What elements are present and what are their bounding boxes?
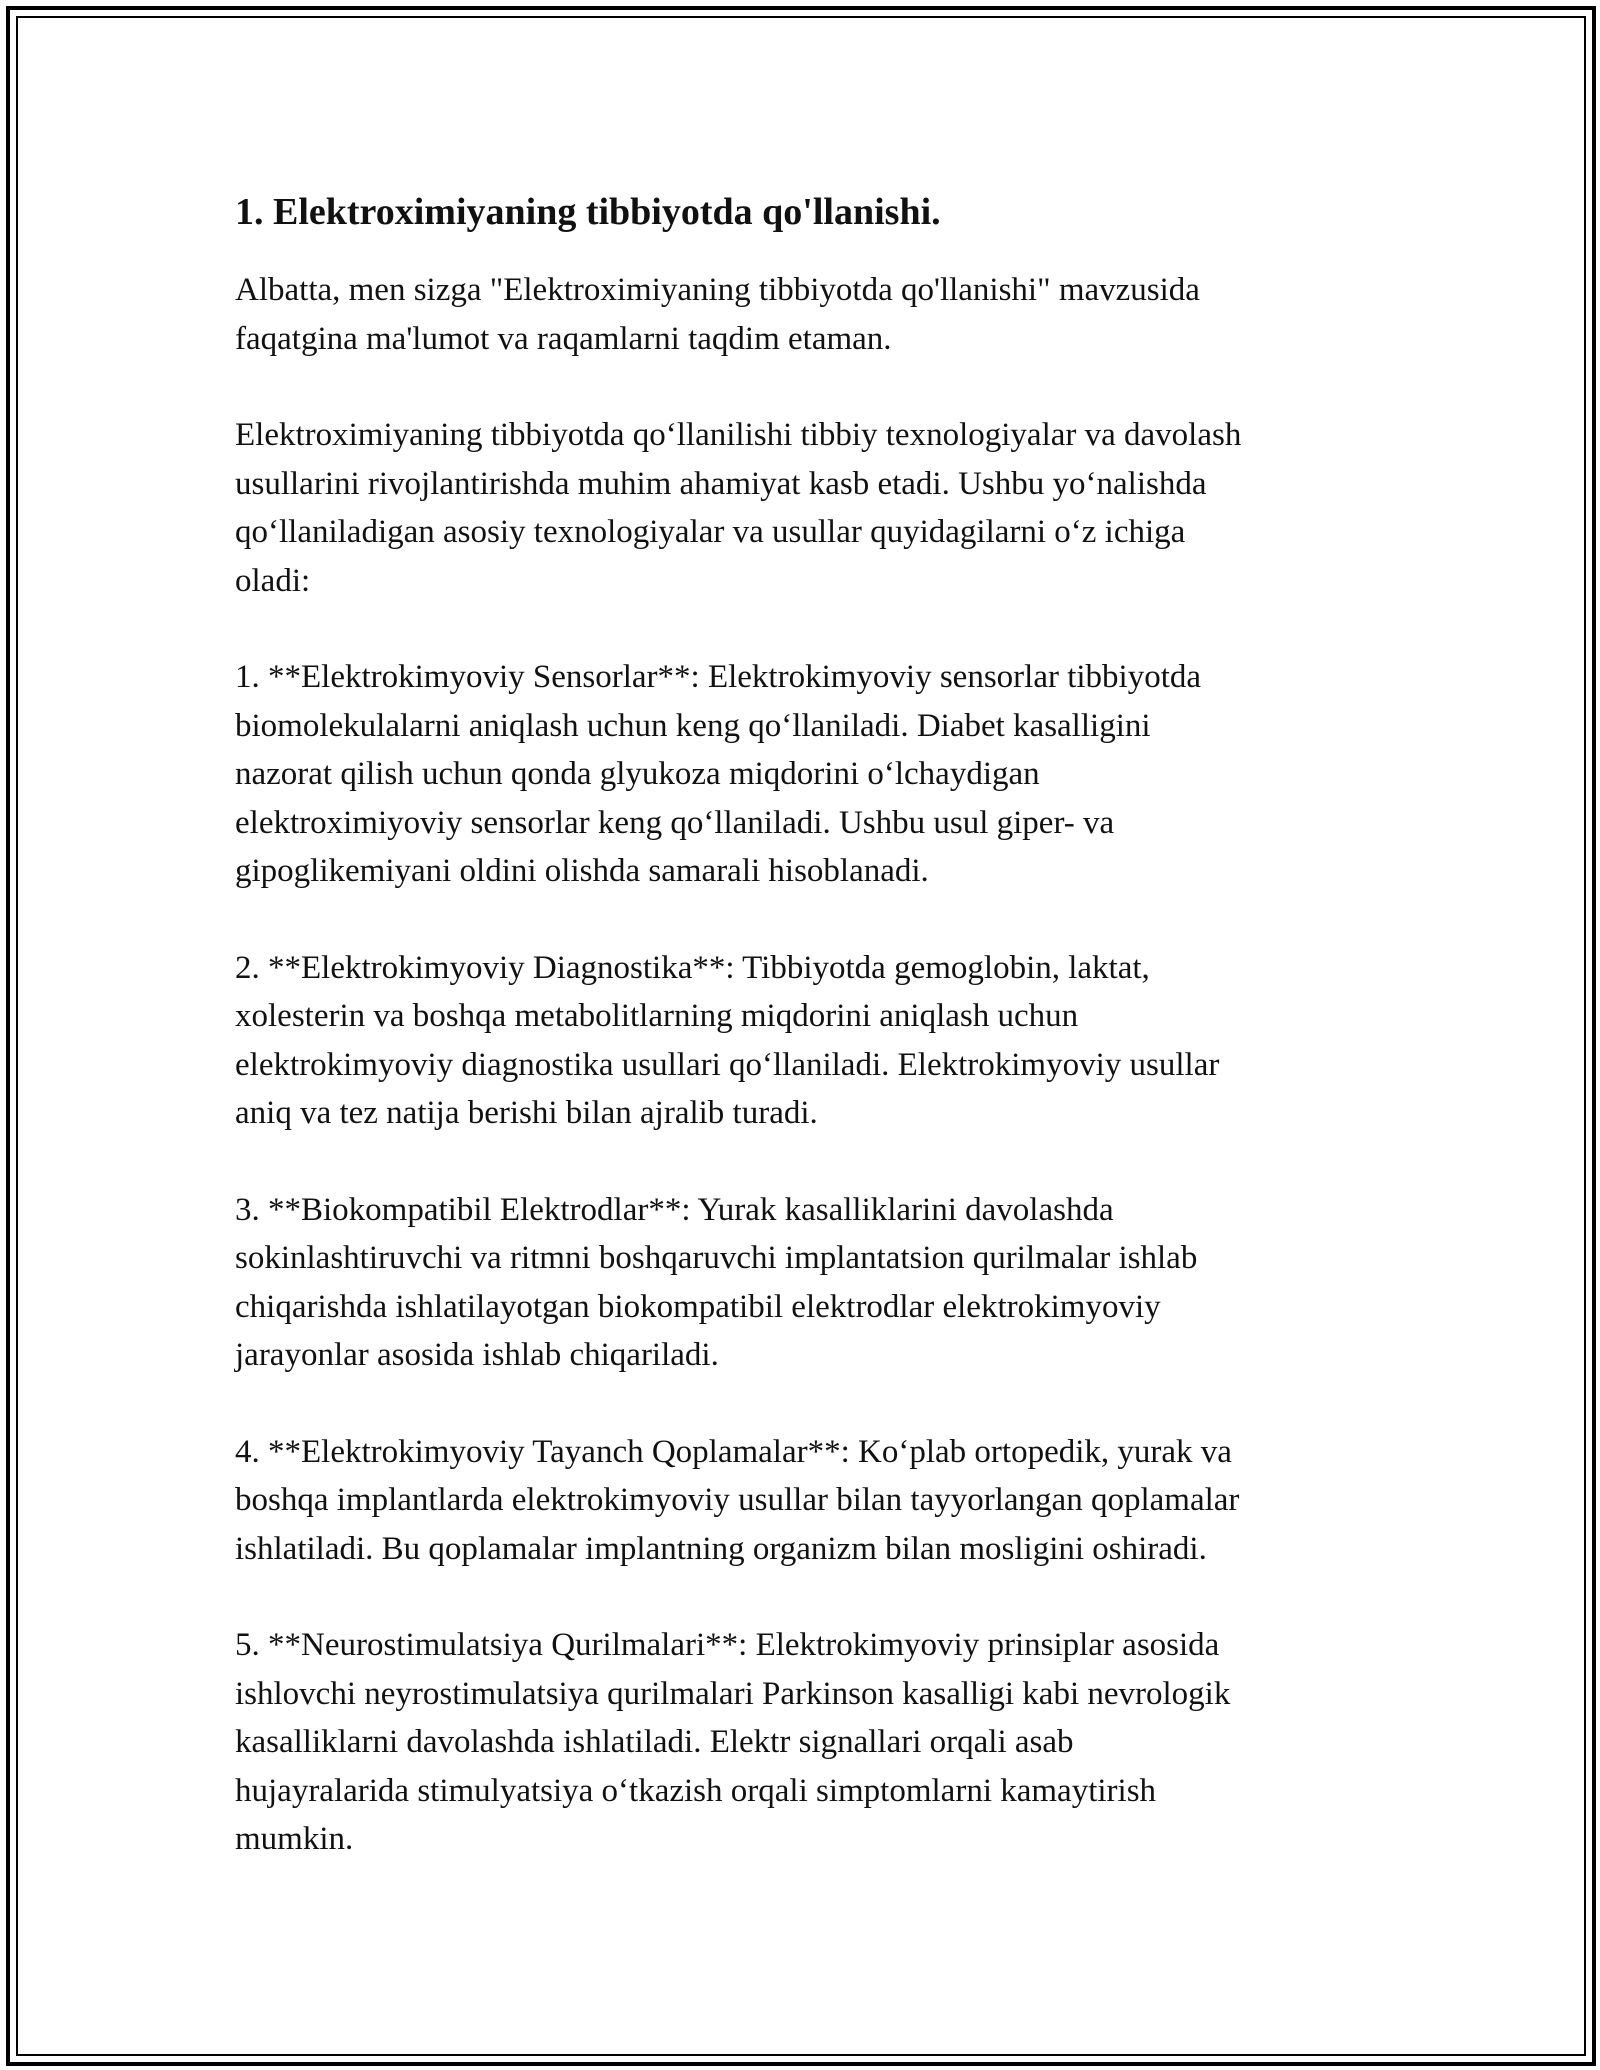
overview-paragraph: Elektroximiyaning tibbiyotda qo‘llanilishi tibbiy texnologiyalar va davolash usullarini rivojlantirishda muhim ahamiyat kasb etadi. Ushbu yo‘nalishda qo‘llaniladigan asosiy texnologiyalar va usullar quyidagilarni o‘z ichiga oladi: <box>235 417 1242 599</box>
intro-paragraph: Albatta, men sizga "Elektroximiyaning tibbiyotda qo'llanishi" mavzusida faqatgina ma'lumot va raqamlarni taqdim etaman. <box>235 272 1200 357</box>
list-item-sensors: 1. **Elektrokimyoviy Sensorlar**: Elektrokimyoviy sensorlar tibbiyotda biomolekulalarni aniqlash uchun keng qo‘llaniladi. Diabet kasalligini nazorat qilish uchun qonda glyukoza miqdorini o‘lchaydigan elektroximiyoviy sensorlar keng qo‘llaniladi. Ushbu usul giper- va gipoglikemiyani oldini olishda samarali hisoblanadi. <box>235 659 1202 889</box>
list-item-diagnostics: 2. **Elektrokimyoviy Diagnostika**: Tibbiyotda gemoglobin, laktat, xolesterin va boshqa metabolitlarning miqdorini aniqlash uchun elektrokimyoviy diagnostika usullari qo‘llaniladi. Elektrokimyoviy usullar aniq va tez natija berishi bilan ajralib turadi. <box>235 949 1220 1131</box>
list-item-neurostimulation: 5. **Neurostimulatsiya Qurilmalari**: Elektrokimyoviy prinsiplar asosida ishlovchi neyrostimulatsiya qurilmalari Parkinson kasalligi kabi nevrologik kasalliklarni davolashda ishlatiladi. Elektr signallari orqali asab hujayralarida stimulyatsiya o‘tkazish orqali simptomlarni kamaytirish mumkin. <box>235 1627 1231 1857</box>
list-item-coatings: 4. **Elektrokimyoviy Tayanch Qoplamalar**: Ko‘plab ortopedik, yurak va boshqa implantlarda elektrokimyoviy usullar bilan tayyorlangan qoplamalar ishlatiladi. Bu qoplamalar implantning organizm bilan mosligini oshiradi. <box>235 1433 1240 1567</box>
document-title: 1. Elektroximiyaning tibbiyotda qo'llanishi. <box>235 191 941 233</box>
document-body <box>235 188 1375 1912</box>
list-item-electrodes: 3. **Biokompatibil Elektrodlar**: Yurak kasalliklarini davolashda sokinlashtiruvchi va ritmni boshqaruvchi implantatsion qurilmalar ishlab chiqarishda ishlatilayotgan biokompatibil elektrodlar elektrokimyoviy jarayonlar asosida ishlab chiqariladi. <box>235 1191 1198 1373</box>
